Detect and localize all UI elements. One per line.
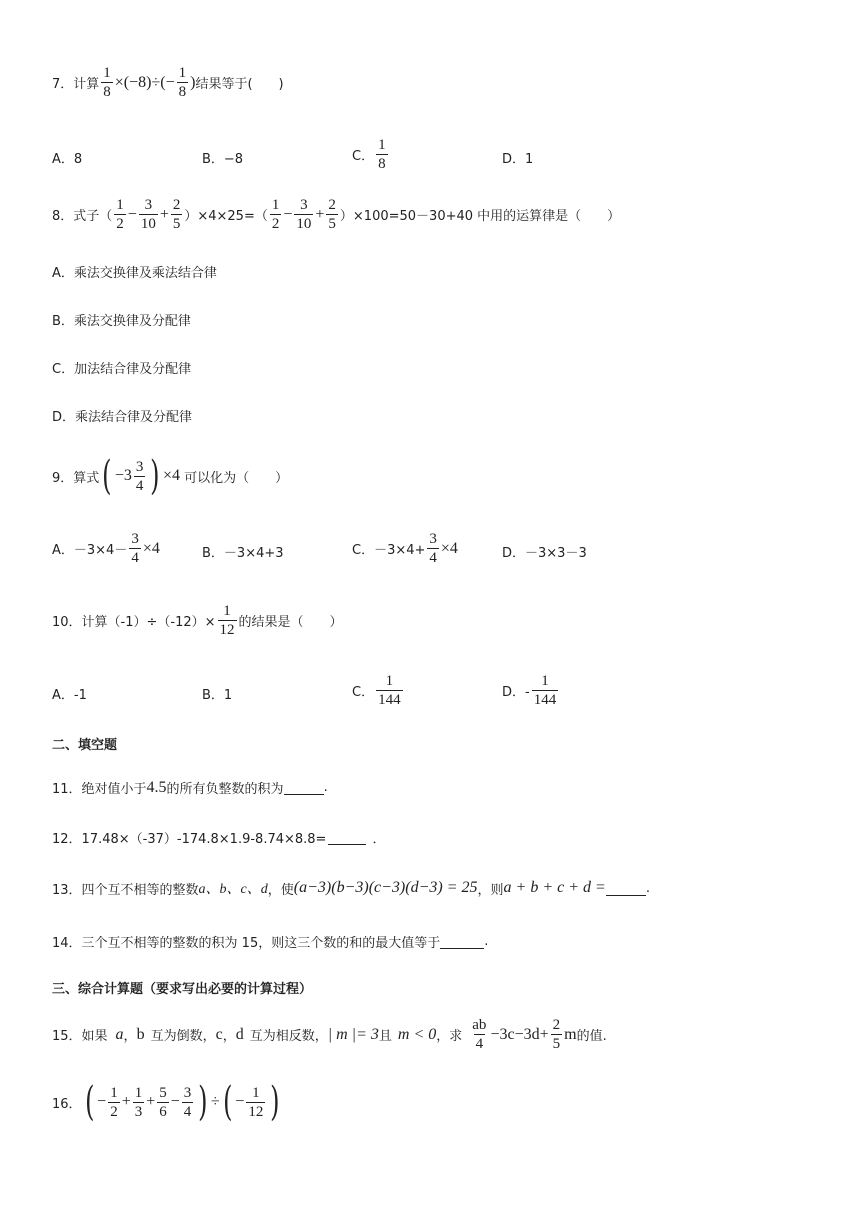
expression: ×(−8)÷(− xyxy=(114,73,175,91)
option-a[interactable]: A．－3×4－ $\frac{3}{4}$ ×4 xyxy=(52,531,160,566)
option-d[interactable]: D．－3×3－3 xyxy=(502,546,587,561)
option-c[interactable]: C．加法结合律及分配律 xyxy=(52,362,192,377)
question-12: 12．17.48×（-37）-174.8×1.9-8.74×8.8= ． xyxy=(52,832,386,847)
answer-blank[interactable] xyxy=(328,830,366,845)
question-7: 7．计算 $\frac{1}{8}$ ×(−8)÷(− $\frac{1}{8}$ ) 结果等于( ) xyxy=(52,65,284,100)
option-a[interactable]: A．乘法交换律及乘法结合律 xyxy=(52,266,217,281)
question-7-prefix: 7．计算 xyxy=(52,77,100,92)
question-15: 15．如果 a ， b 互为倒数， c ， d 互为相反数， | m |= 3 且 m < 0 ，求 $\frac{ab}{4}$ −3c−3d+ $\frac{2}{5}$ m 的值. xyxy=(52,1017,607,1052)
question-7-suffix: 结果等于( ) xyxy=(195,77,284,92)
answer-blank[interactable] xyxy=(440,934,484,949)
option-a[interactable]: A．8 xyxy=(52,152,83,167)
question-11: 11．绝对值小于 4.5 的所有负整数的积为 . xyxy=(52,778,328,797)
option-d[interactable]: D．- $\frac{1}{144}$ xyxy=(502,673,557,708)
option-b[interactable]: B．－3×4+3 xyxy=(202,546,284,561)
question-9: 9．算式 ( −3 $\frac{3}{4}$ ) ×4 可以化为（ ） xyxy=(52,453,289,499)
section-heading-calculation: 三、综合计算题（要求写出必要的计算过程） xyxy=(52,982,313,997)
option-b[interactable]: B．−8 xyxy=(202,152,244,167)
option-c[interactable]: C． $\frac{1}{8}$ xyxy=(352,137,386,172)
option-c[interactable]: C． $\frac{1}{144}$ xyxy=(352,673,401,708)
fraction: $\frac{1}{8}$ xyxy=(103,65,111,100)
section-heading-fill-blank: 二、填空题 xyxy=(52,738,118,753)
answer-blank[interactable] xyxy=(284,780,324,795)
option-c[interactable]: C．－3×4+ $\frac{3}{4}$ ×4 xyxy=(352,531,458,566)
question-13: 13．四个互不相等的整数 a、b、c、d ，使 (a−3)(b−3)(c−3)(d−3) = 25 ，则 a + b + c + d = . xyxy=(52,879,650,898)
question-14: 14．三个互不相等的整数的积为 15，则这三个数的和的最大值等于 . xyxy=(52,934,489,951)
option-d[interactable]: D．1 xyxy=(502,152,534,167)
option-b[interactable]: B．乘法交换律及分配律 xyxy=(52,314,191,329)
option-a[interactable]: A．-1 xyxy=(52,688,87,703)
question-10: 10．计算（-1）÷（-12）× $\frac{1}{12}$ 的结果是（ ） xyxy=(52,603,343,638)
question-8: 8．式子（ $\frac{1}{2}$ − $\frac{3}{10}$ + $\frac{2}{5}$ ）×4×25=（ $\frac{1}{2}$ − $\frac{3}{10}$ + $\frac{2}{5}$ ）×100=50－30+40 中用的运算律是（ ） xyxy=(52,197,621,232)
option-b[interactable]: B．1 xyxy=(202,688,233,703)
option-d[interactable]: D．乘法结合律及分配律 xyxy=(52,410,193,425)
fraction: $\frac{1}{8}$ xyxy=(178,65,187,100)
answer-blank[interactable] xyxy=(606,881,646,896)
question-16: 16． ( − $\frac{1}{2}$ + $\frac{1}{3}$ + $\frac{5}{6}$ − $\frac{3}{4}$ ) ÷ ( − $\frac{1}{12}$ ) xyxy=(52,1079,280,1125)
